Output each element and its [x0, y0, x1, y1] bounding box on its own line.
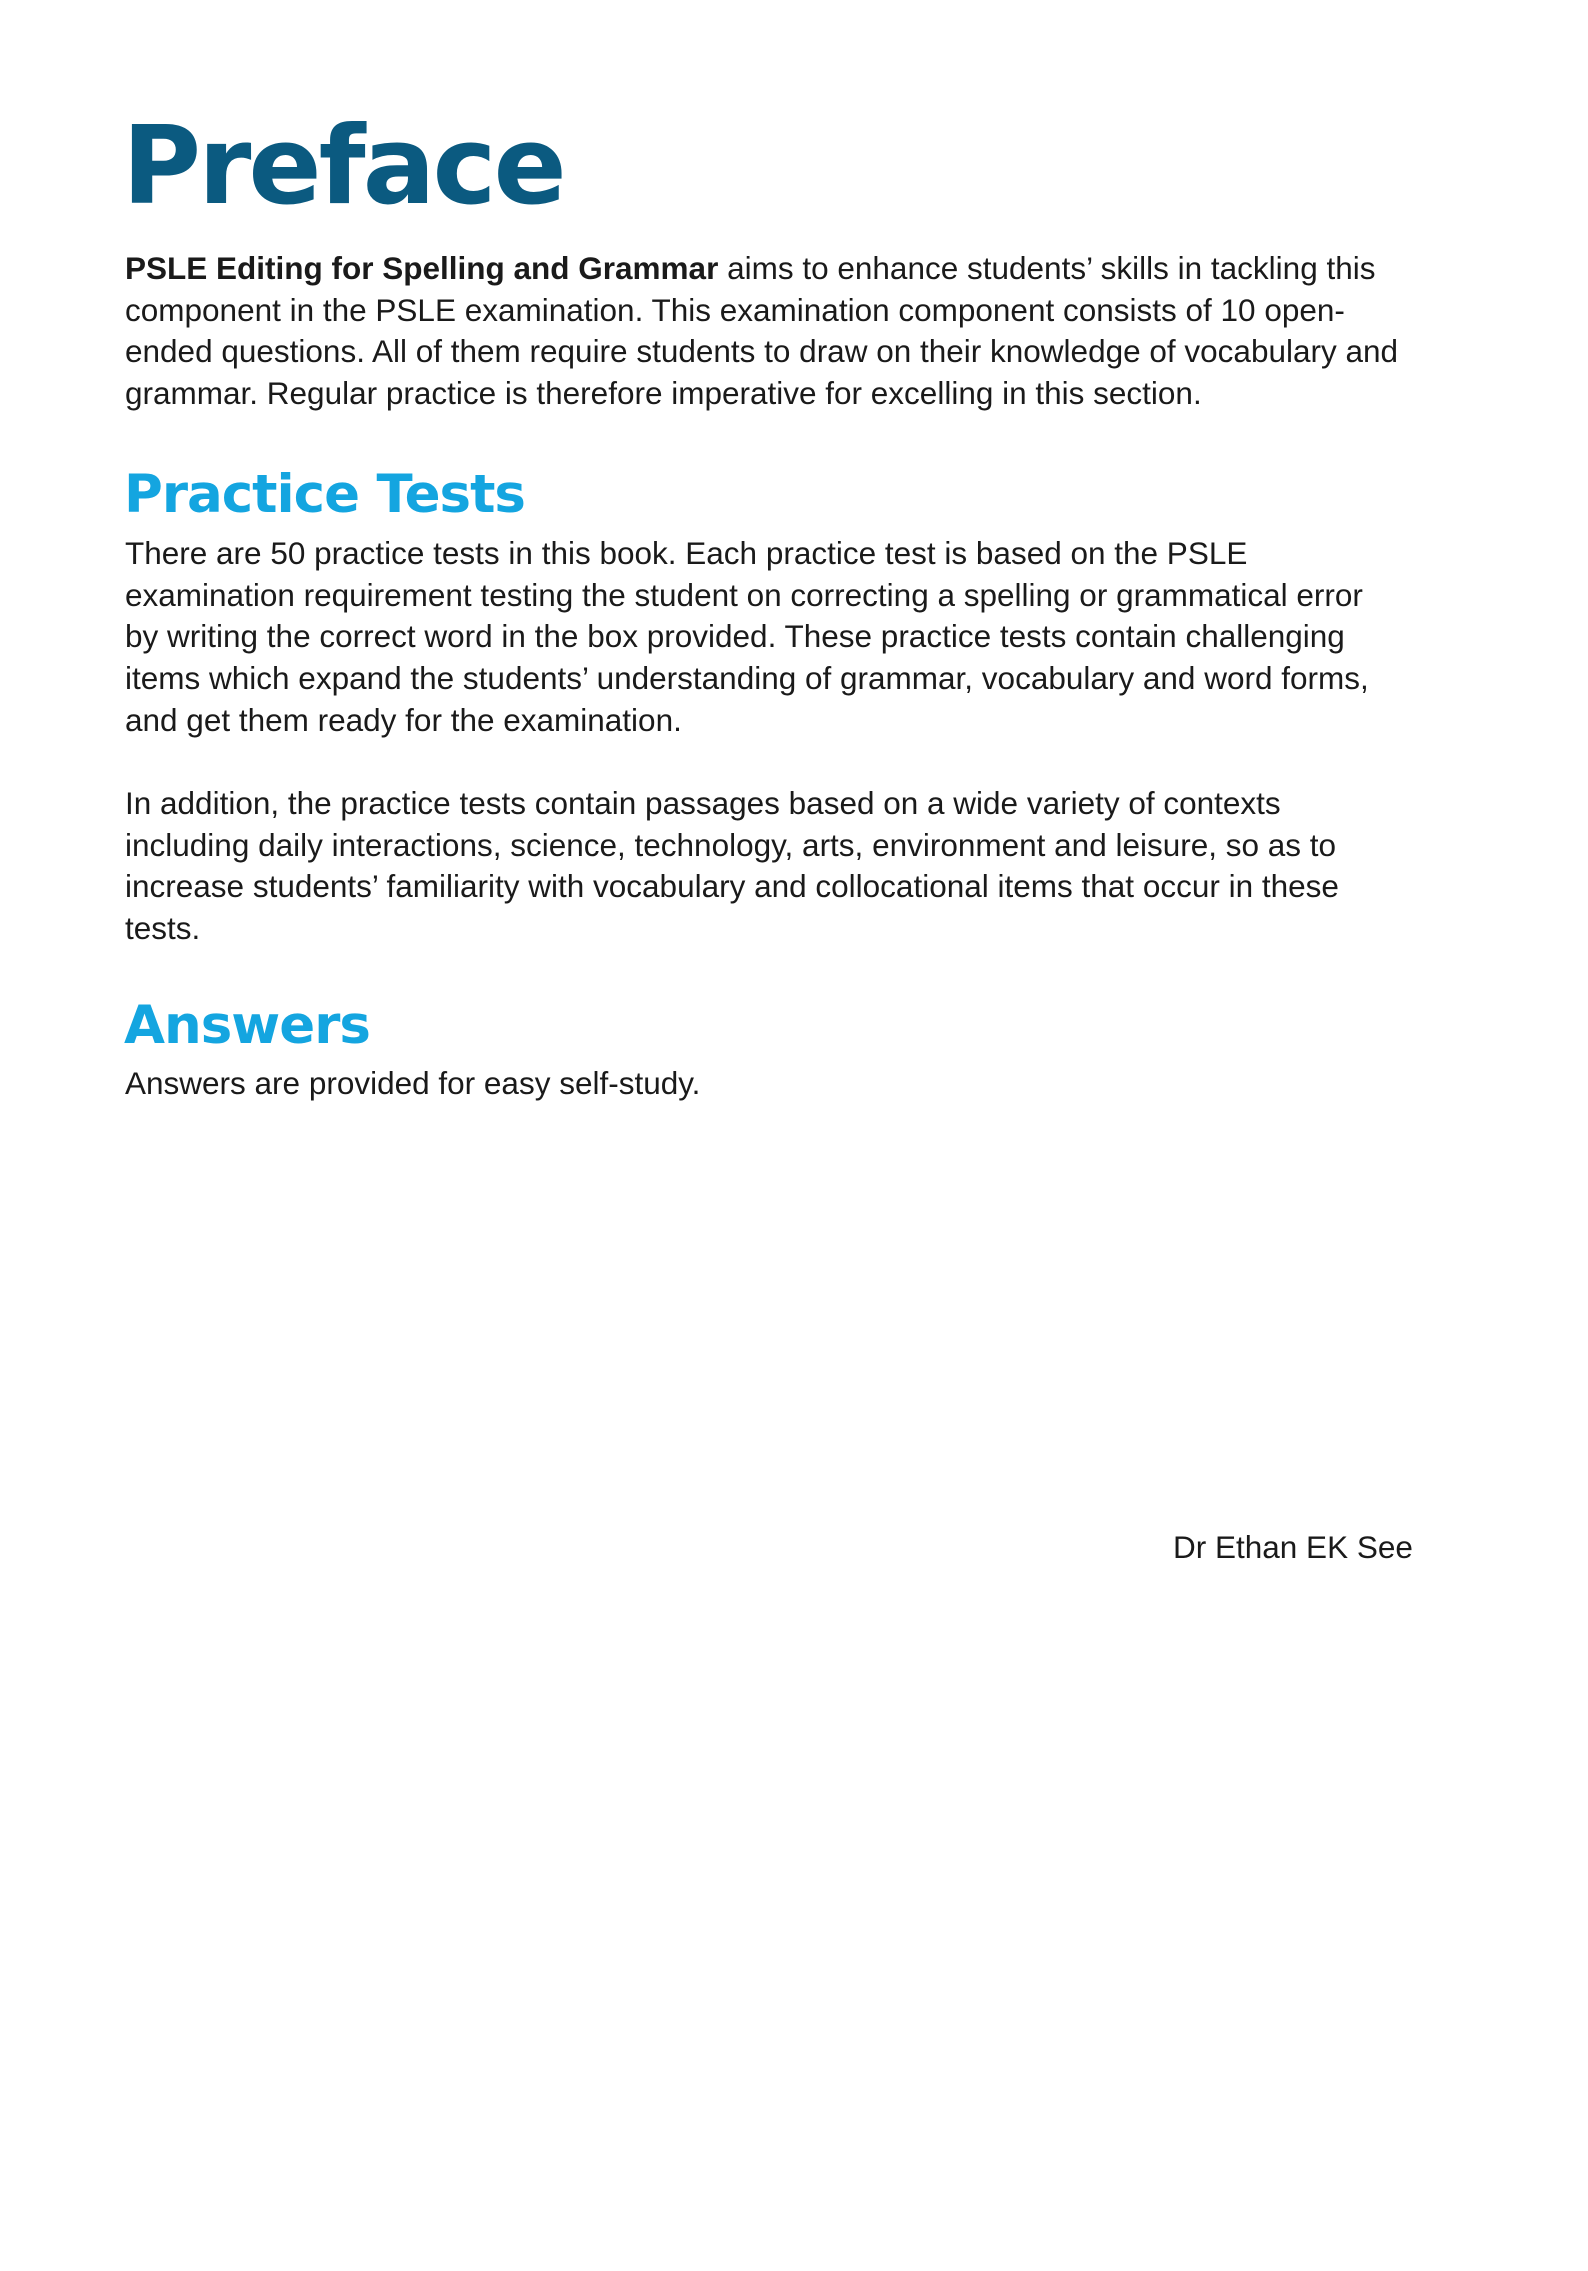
practice-tests-paragraph-1: [125, 533, 1369, 742]
intro-line-3: ended questions. All of them require students to draw on their knowledge of vocabulary and: [125, 333, 1399, 370]
paragraph-line: In addition, the practice tests contain passages based on a wide variety of contexts: [125, 785, 1281, 821]
paragraph-line: There are 50 practice tests in this book. Each practice test is based on the PSLE: [125, 535, 1248, 571]
paragraph-line: examination requirement testing the student on correcting a spelling or grammatical error: [125, 576, 1363, 613]
intro-line-4: grammar. Regular practice is therefore imperative for excelling in this section.: [125, 375, 1202, 412]
book-title-bold: PSLE Editing for Spelling and Grammar: [125, 250, 719, 286]
author-signature: Dr Ethan EK See: [1173, 1529, 1413, 1565]
intro-line-1-text: aims to enhance students’ skills in tackling this: [718, 250, 1376, 286]
section-heading-practice-tests: Practice Tests: [124, 464, 525, 525]
paragraph-line: increase students’ familiarity with vocabulary and collocational items that occur in these: [125, 868, 1339, 905]
paragraph-line: including daily interactions, science, technology, arts, environment and leisure, so as to: [125, 826, 1337, 863]
intro-line-2: component in the PSLE examination. This examination component consists of 10 open-: [125, 291, 1345, 328]
paragraph-line: by writing the correct word in the box provided. These practice tests contain challenging: [125, 618, 1345, 655]
paragraph-line: items which expand the students’ understanding of grammar, vocabulary and word forms,: [125, 660, 1369, 697]
paragraph-line: Answers are provided for easy self-study.: [125, 1065, 701, 1101]
section-heading-answers: Answers: [124, 995, 370, 1056]
paragraph-line: and get them ready for the examination.: [125, 701, 682, 738]
practice-tests-paragraph-2: [125, 783, 1339, 950]
answers-paragraph: [125, 1063, 700, 1105]
paragraph-line: tests.: [125, 910, 201, 947]
page-title: Preface: [122, 104, 564, 229]
intro-paragraph: [125, 248, 1398, 415]
intro-line-1: [125, 248, 1398, 290]
